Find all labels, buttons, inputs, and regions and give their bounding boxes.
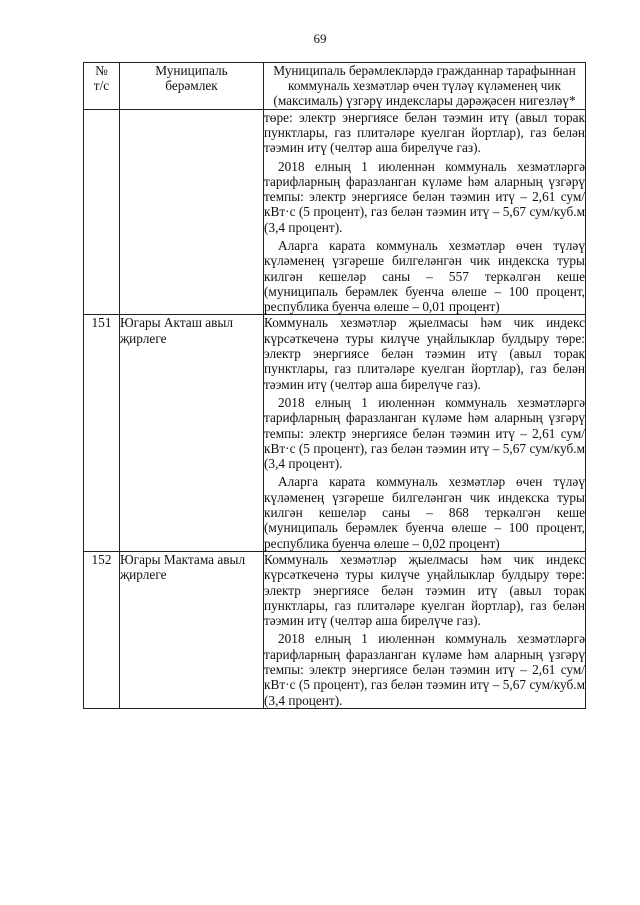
paragraph-tariff-forecast: 2018 елның 1 июленнән коммуналь хезмәтләргә тарифларның фаразланган күләме һәм аларның үзгәрү темпы: электр энергиясе белән тәэмин итү – 2,61 сум/кВт·с (5 процент), газ белән тәэмин итү – 5,67 сум/куб.м (3,4 процент). <box>264 158 585 235</box>
row-description <box>264 551 586 708</box>
header-municipality-label: Муниципаль берәмлек <box>155 63 228 94</box>
table-header-row <box>84 63 586 110</box>
page-number: 69 <box>313 31 327 46</box>
tariff-table <box>83 62 586 709</box>
header-number-label: № т/с <box>93 63 110 94</box>
table-row <box>84 315 586 551</box>
row-description <box>264 109 586 315</box>
header-justification <box>264 63 586 110</box>
table-row <box>84 109 586 315</box>
row-municipality: Югары Акташ авыл җирлеге <box>120 315 264 551</box>
header-municipality <box>120 63 264 110</box>
paragraph-tariff-forecast: 2018 елның 1 июленнән коммуналь хезмәтләргә тарифларның фаразланган күләме һәм аларның үзгәрү темпы: электр энергиясе белән тәэмин итү – 2,61 сум/кВт·с (5 процент), газ белән тәэмин итү – 5,67 сум/куб.м (3,4 процент). <box>264 394 585 472</box>
paragraph-tariff-type: төре: электр энергиясе белән тәэмин итү (авыл торак пунктлары, газ плитәләре куелган йортлар), газ белән тәэмин итү (челтәр аша бирелүче газ). <box>264 109 585 156</box>
paragraph-tariff-forecast: 2018 елның 1 июленнән коммуналь хезмәтләргә тарифларның фаразланган күләме һәм аларның үзгәрү темпы: электр энергиясе белән тәэмин итү – 2,61 сум/кВт·с (5 процент), газ белән тәэмин итү – 5,67 сум/куб.м (3,4 процент). <box>264 631 585 708</box>
header-justification-label: Муниципаль берәмлекләрдә гражданнар тарафыннан коммуналь хезмәтләр өчен түләү күләменең чик (максималь) үзгәрү индекслары дәрәҗәсен нигезләү* <box>273 63 576 109</box>
paragraph-tariff-type: Коммуналь хезмәтләр җыелмасы һәм чик индекс күрсәткеченә туры килүче уңайлыклар булдыру төре: электр энергиясе белән тәэмин итү (авыл торак пунктлары, газ плитәләре куелган йортлар), газ белән тәэмин итү (челтәр аша бирелүче газ). <box>264 315 585 392</box>
header-number <box>84 63 120 110</box>
row-municipality: Югары Мактама авыл җирлеге <box>120 551 264 708</box>
paragraph-tariff-type: Коммуналь хезмәтләр җыелмасы һәм чик индекс күрсәткеченә туры килүче уңайлыклар булдыру төре: электр энергиясе белән тәэмин итү (авыл торак пунктлары, газ плитәләре куелган йортлар), газ белән тәэмин итү (челтәр аша бирелүче газ). <box>264 551 585 629</box>
row-description <box>264 315 586 551</box>
table-row <box>84 551 586 708</box>
row-municipality <box>120 109 264 315</box>
row-number <box>84 109 120 315</box>
paragraph-people-count: Аларга карата коммуналь хезмәтләр өчен түләү күләменең үзгәреше билгеләнгән чик индекска туры килгән кешеләр саны – 557 теркәлгән кеше (муниципаль берәмлек буенча өлеше – 100 процент, республика буенча өлеше – 0,01 процент) <box>264 237 585 315</box>
row-number: 151 <box>84 315 120 551</box>
row-number: 152 <box>84 551 120 708</box>
paragraph-people-count: Аларга карата коммуналь хезмәтләр өчен түләү күләменең үзгәреше билгеләнгән чик индекска туры килгән кешеләр саны – 868 теркәлгән кеше (муниципаль берәмлек буенча өлеше – 100 процент, республика буенча өлеше – 0,02 процент) <box>264 474 585 551</box>
